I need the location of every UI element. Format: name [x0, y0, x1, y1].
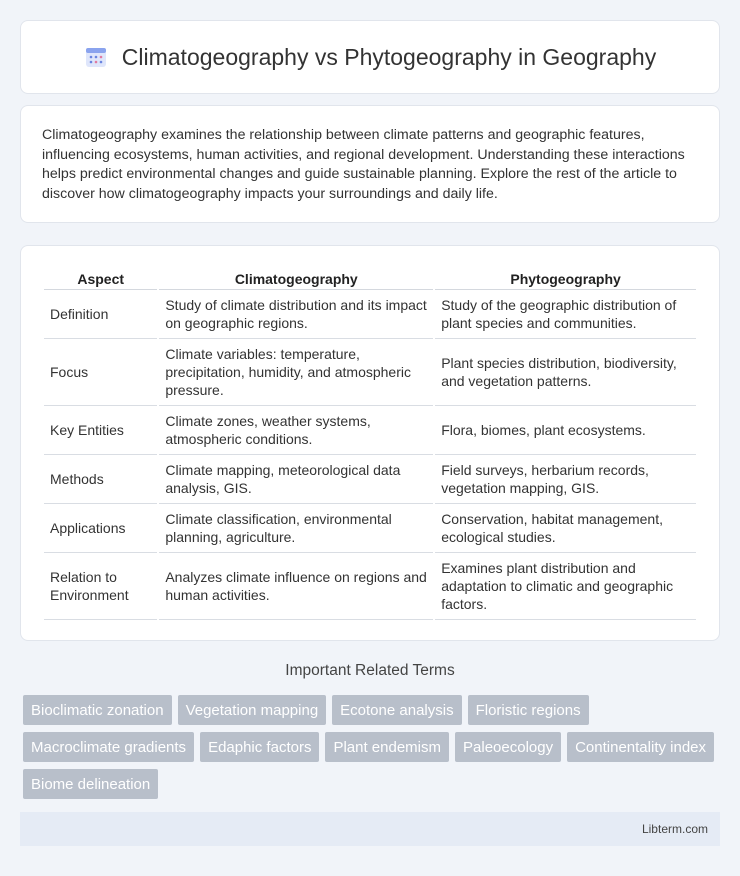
- row-climatogeography: Climate mapping, meteorological data analysis, GIS.: [159, 455, 433, 504]
- row-phytogeography: Conservation, habitat management, ecological studies.: [435, 504, 696, 553]
- row-phytogeography: Plant species distribution, biodiversity, and vegetation patterns.: [435, 339, 696, 406]
- title-wrap: [84, 44, 656, 71]
- table-row: [44, 406, 696, 455]
- row-aspect: Methods: [44, 455, 157, 504]
- table-row: [44, 553, 696, 620]
- comparison-table: [42, 266, 698, 620]
- calendar-grid-icon: [84, 45, 108, 69]
- row-aspect: Relation to Environment: [44, 553, 157, 620]
- footer-brand-link[interactable]: Libterm.com: [641, 822, 708, 836]
- row-aspect: Definition: [44, 290, 157, 339]
- intro-paragraph: Climatogeography examines the relationship between climate patterns and geographic features, influencing ecosystems, human activities, and regional development. Understanding these interactions helps predict environmental changes and guide sustainable planning. Explore the rest of the article to discover how climatogeography impacts your surroundings and daily life.: [42, 127, 685, 202]
- row-aspect: Key Entities: [44, 406, 157, 455]
- row-climatogeography: Study of climate distribution and its impact on geographic regions.: [159, 290, 433, 339]
- tag-continentality-index[interactable]: Continentality index: [567, 732, 714, 762]
- tag-floristic-regions[interactable]: Floristic regions: [468, 695, 589, 725]
- row-aspect: Focus: [44, 339, 157, 406]
- table-row: [44, 339, 696, 406]
- row-phytogeography: Field surveys, herbarium records, vegetation mapping, GIS.: [435, 455, 696, 504]
- table-row: [44, 455, 696, 504]
- row-climatogeography: Climate zones, weather systems, atmospheric conditions.: [159, 406, 433, 455]
- row-climatogeography: Analyzes climate influence on regions and human activities.: [159, 553, 433, 620]
- row-phytogeography: Examines plant distribution and adaptation to climatic and geographic factors.: [435, 553, 696, 620]
- table-header-row: [44, 266, 696, 290]
- comparison-table-card: [20, 245, 720, 641]
- table-row: [44, 504, 696, 553]
- row-phytogeography: Flora, biomes, plant ecosystems.: [435, 406, 696, 455]
- intro-card: [20, 105, 720, 223]
- column-header-aspect: Aspect: [44, 266, 157, 290]
- tag-biome-delineation[interactable]: Biome delineation: [23, 769, 158, 799]
- tag-vegetation-mapping[interactable]: Vegetation mapping: [178, 695, 327, 725]
- column-header-phytogeography: Phytogeography: [435, 266, 696, 290]
- related-terms-tags: [23, 695, 723, 799]
- footer: [20, 812, 720, 846]
- tag-paleoecology[interactable]: Paleoecology: [455, 732, 561, 762]
- tag-macroclimate-gradients[interactable]: Macroclimate gradients: [23, 732, 194, 762]
- row-climatogeography: Climate classification, environmental planning, agriculture.: [159, 504, 433, 553]
- column-header-climatogeography: Climatogeography: [159, 266, 433, 290]
- tag-bioclimatic-zonation[interactable]: Bioclimatic zonation: [23, 695, 172, 725]
- row-climatogeography: Climate variables: temperature, precipitation, humidity, and atmospheric pressure.: [159, 339, 433, 406]
- table-row: [44, 290, 696, 339]
- related-terms-title: Important Related Terms: [285, 662, 455, 679]
- row-aspect: Applications: [44, 504, 157, 553]
- page-title: Climatogeography vs Phytogeography in Geography: [121, 43, 657, 70]
- row-phytogeography: Study of the geographic distribution of plant species and communities.: [435, 290, 696, 339]
- tag-edaphic-factors[interactable]: Edaphic factors: [200, 732, 319, 762]
- header-card: [20, 20, 720, 94]
- tag-ecotone-analysis[interactable]: Ecotone analysis: [332, 695, 461, 725]
- tag-plant-endemism[interactable]: Plant endemism: [325, 732, 449, 762]
